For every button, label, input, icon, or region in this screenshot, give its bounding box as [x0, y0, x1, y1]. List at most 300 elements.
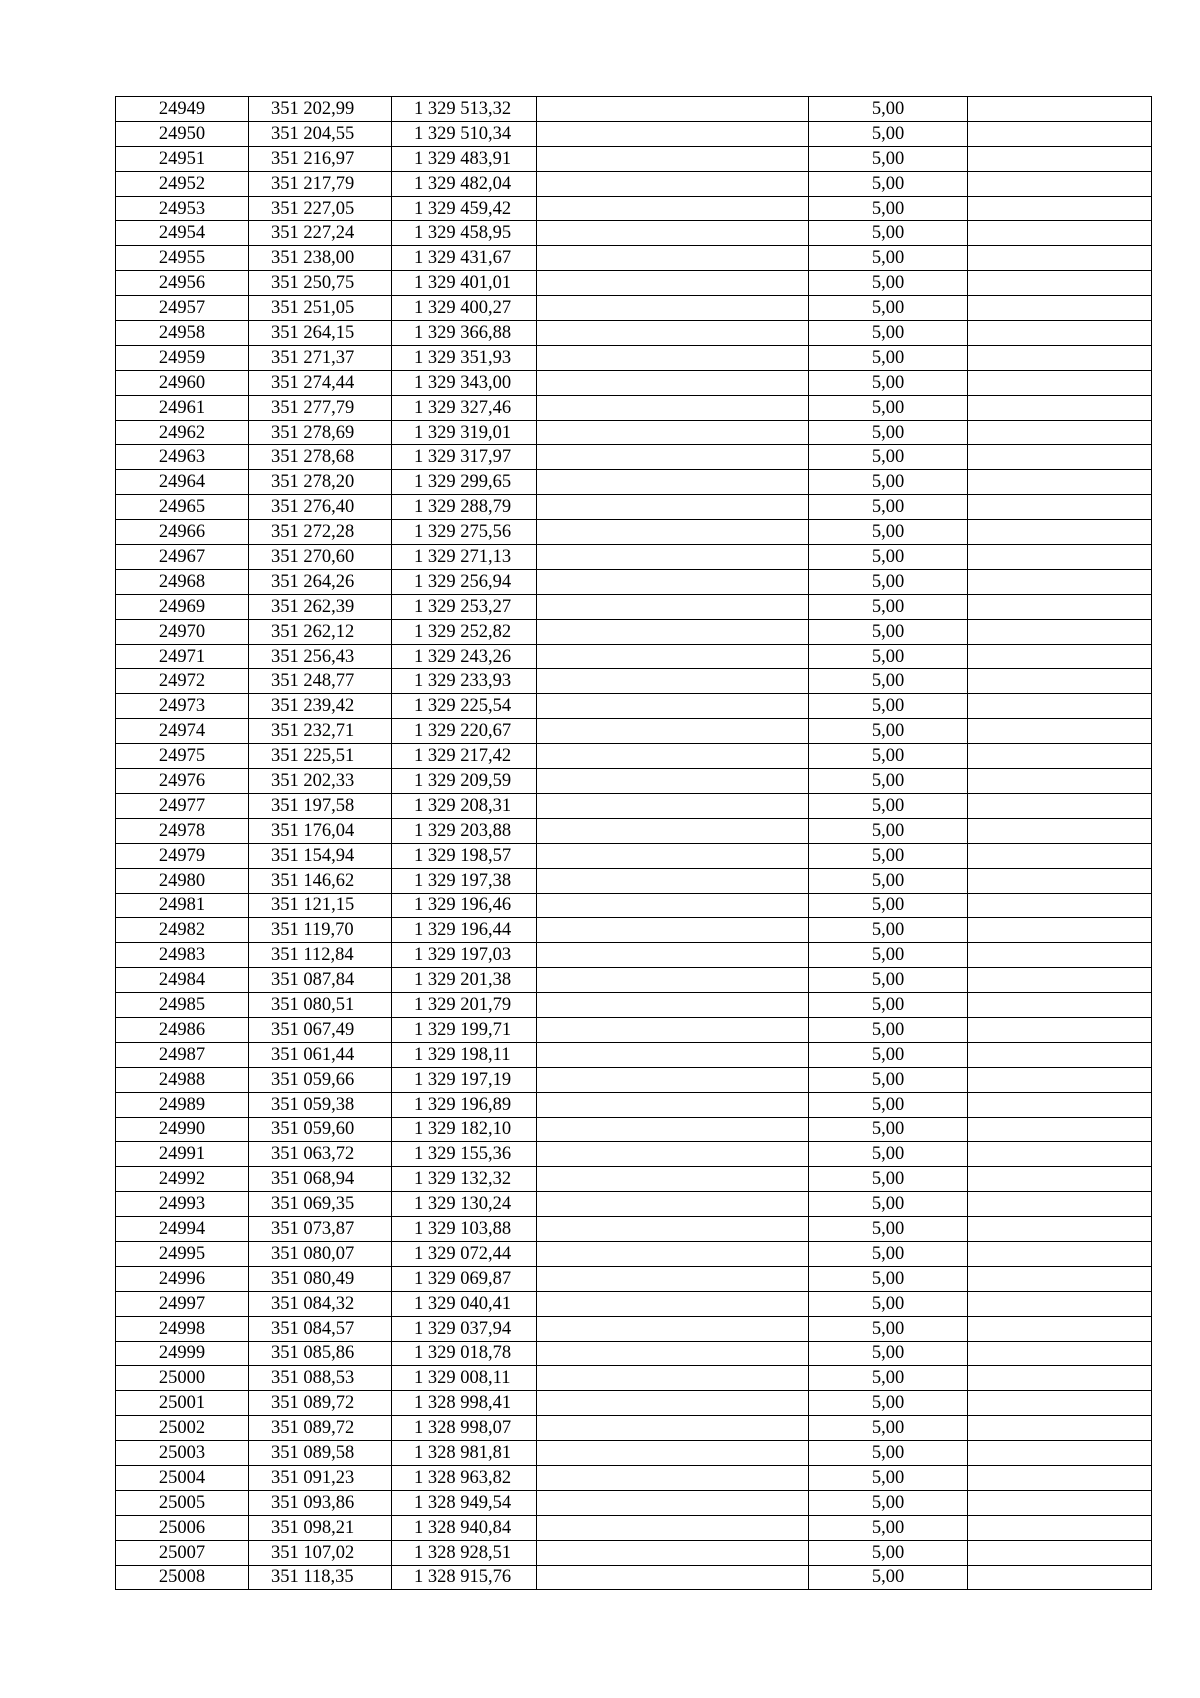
value-cell: 5,00 — [809, 1067, 968, 1092]
point-number-cell: 25000 — [116, 1366, 249, 1391]
y-coordinate-cell: 1 329 343,00 — [392, 370, 537, 395]
empty-cell — [968, 744, 1152, 769]
empty-cell — [537, 1341, 809, 1366]
empty-cell — [968, 1465, 1152, 1490]
point-number-cell: 24978 — [116, 818, 249, 843]
point-number-cell: 24965 — [116, 495, 249, 520]
table-row — [116, 171, 1152, 196]
y-coordinate-cell: 1 329 243,26 — [392, 644, 537, 669]
point-number-cell: 24955 — [116, 246, 249, 271]
value-cell: 5,00 — [809, 669, 968, 694]
x-coordinate-cell: 351 080,49 — [249, 1266, 392, 1291]
y-coordinate-cell: 1 329 072,44 — [392, 1241, 537, 1266]
value-cell: 5,00 — [809, 121, 968, 146]
empty-cell — [537, 1391, 809, 1416]
y-coordinate-cell: 1 329 037,94 — [392, 1316, 537, 1341]
x-coordinate-cell: 351 197,58 — [249, 793, 392, 818]
x-coordinate-cell: 351 059,38 — [249, 1092, 392, 1117]
empty-cell — [537, 420, 809, 445]
x-coordinate-cell: 351 080,07 — [249, 1241, 392, 1266]
empty-cell — [537, 196, 809, 221]
y-coordinate-cell: 1 329 217,42 — [392, 744, 537, 769]
table-row — [116, 1540, 1152, 1565]
table-row — [116, 370, 1152, 395]
empty-cell — [968, 545, 1152, 570]
empty-cell — [968, 196, 1152, 221]
y-coordinate-cell: 1 328 981,81 — [392, 1441, 537, 1466]
point-number-cell: 24986 — [116, 1017, 249, 1042]
point-number-cell: 24996 — [116, 1266, 249, 1291]
table-row — [116, 1441, 1152, 1466]
point-number-cell: 24988 — [116, 1067, 249, 1092]
empty-cell — [537, 1565, 809, 1590]
coordinates-table — [115, 96, 1152, 1590]
point-number-cell: 24971 — [116, 644, 249, 669]
point-number-cell: 24989 — [116, 1092, 249, 1117]
empty-cell — [968, 1341, 1152, 1366]
point-number-cell: 24990 — [116, 1117, 249, 1142]
empty-cell — [968, 1167, 1152, 1192]
y-coordinate-cell: 1 329 201,79 — [392, 993, 537, 1018]
y-coordinate-cell: 1 329 366,88 — [392, 321, 537, 346]
x-coordinate-cell: 351 061,44 — [249, 1042, 392, 1067]
value-cell: 5,00 — [809, 146, 968, 171]
empty-cell — [968, 1540, 1152, 1565]
empty-cell — [537, 1416, 809, 1441]
value-cell: 5,00 — [809, 470, 968, 495]
empty-cell — [537, 495, 809, 520]
y-coordinate-cell: 1 329 319,01 — [392, 420, 537, 445]
empty-cell — [537, 1465, 809, 1490]
empty-cell — [968, 221, 1152, 246]
x-coordinate-cell: 351 112,84 — [249, 943, 392, 968]
x-coordinate-cell: 351 248,77 — [249, 669, 392, 694]
empty-cell — [968, 1291, 1152, 1316]
empty-cell — [968, 918, 1152, 943]
x-coordinate-cell: 351 217,79 — [249, 171, 392, 196]
value-cell: 5,00 — [809, 246, 968, 271]
x-coordinate-cell: 351 204,55 — [249, 121, 392, 146]
point-number-cell: 24969 — [116, 594, 249, 619]
table-row — [116, 271, 1152, 296]
point-number-cell: 24956 — [116, 271, 249, 296]
empty-cell — [537, 470, 809, 495]
point-number-cell: 24962 — [116, 420, 249, 445]
x-coordinate-cell: 351 084,57 — [249, 1316, 392, 1341]
point-number-cell: 24949 — [116, 97, 249, 122]
empty-cell — [537, 97, 809, 122]
x-coordinate-cell: 351 227,05 — [249, 196, 392, 221]
x-coordinate-cell: 351 256,43 — [249, 644, 392, 669]
empty-cell — [537, 545, 809, 570]
point-number-cell: 25007 — [116, 1540, 249, 1565]
empty-cell — [968, 644, 1152, 669]
empty-cell — [968, 968, 1152, 993]
x-coordinate-cell: 351 091,23 — [249, 1465, 392, 1490]
point-number-cell: 24977 — [116, 793, 249, 818]
point-number-cell: 24998 — [116, 1316, 249, 1341]
table-row — [116, 1416, 1152, 1441]
point-number-cell: 25001 — [116, 1391, 249, 1416]
value-cell: 5,00 — [809, 1515, 968, 1540]
y-coordinate-cell: 1 329 220,67 — [392, 719, 537, 744]
table-row — [116, 146, 1152, 171]
point-number-cell: 24973 — [116, 694, 249, 719]
y-coordinate-cell: 1 329 040,41 — [392, 1291, 537, 1316]
x-coordinate-cell: 351 278,68 — [249, 445, 392, 470]
point-number-cell: 24961 — [116, 395, 249, 420]
empty-cell — [537, 1192, 809, 1217]
table-row — [116, 420, 1152, 445]
empty-cell — [968, 1441, 1152, 1466]
value-cell: 5,00 — [809, 594, 968, 619]
empty-cell — [537, 271, 809, 296]
y-coordinate-cell: 1 329 233,93 — [392, 669, 537, 694]
table-row — [116, 395, 1152, 420]
value-cell: 5,00 — [809, 769, 968, 794]
y-coordinate-cell: 1 329 256,94 — [392, 569, 537, 594]
x-coordinate-cell: 351 272,28 — [249, 520, 392, 545]
point-number-cell: 24976 — [116, 769, 249, 794]
x-coordinate-cell: 351 262,12 — [249, 619, 392, 644]
table-row — [116, 669, 1152, 694]
point-number-cell: 24950 — [116, 121, 249, 146]
table-row — [116, 470, 1152, 495]
y-coordinate-cell: 1 329 199,71 — [392, 1017, 537, 1042]
empty-cell — [537, 1042, 809, 1067]
empty-cell — [537, 221, 809, 246]
point-number-cell: 24987 — [116, 1042, 249, 1067]
value-cell: 5,00 — [809, 843, 968, 868]
table-row — [116, 1117, 1152, 1142]
table-row — [116, 1490, 1152, 1515]
x-coordinate-cell: 351 278,69 — [249, 420, 392, 445]
y-coordinate-cell: 1 329 018,78 — [392, 1341, 537, 1366]
empty-cell — [968, 1241, 1152, 1266]
empty-cell — [537, 918, 809, 943]
empty-cell — [968, 271, 1152, 296]
empty-cell — [537, 296, 809, 321]
y-coordinate-cell: 1 329 225,54 — [392, 694, 537, 719]
y-coordinate-cell: 1 329 103,88 — [392, 1217, 537, 1242]
point-number-cell: 24967 — [116, 545, 249, 570]
empty-cell — [968, 321, 1152, 346]
empty-cell — [537, 769, 809, 794]
empty-cell — [968, 694, 1152, 719]
empty-cell — [968, 121, 1152, 146]
empty-cell — [968, 1490, 1152, 1515]
empty-cell — [968, 993, 1152, 1018]
y-coordinate-cell: 1 328 998,07 — [392, 1416, 537, 1441]
table-row — [116, 196, 1152, 221]
value-cell: 5,00 — [809, 1565, 968, 1590]
table-row — [116, 893, 1152, 918]
x-coordinate-cell: 351 262,39 — [249, 594, 392, 619]
empty-cell — [968, 1192, 1152, 1217]
x-coordinate-cell: 351 085,86 — [249, 1341, 392, 1366]
value-cell: 5,00 — [809, 968, 968, 993]
table-row — [116, 1241, 1152, 1266]
table-row — [116, 968, 1152, 993]
empty-cell — [537, 345, 809, 370]
empty-cell — [968, 246, 1152, 271]
y-coordinate-cell: 1 329 253,27 — [392, 594, 537, 619]
y-coordinate-cell: 1 329 069,87 — [392, 1266, 537, 1291]
y-coordinate-cell: 1 329 513,32 — [392, 97, 537, 122]
empty-cell — [537, 1266, 809, 1291]
empty-cell — [968, 1266, 1152, 1291]
x-coordinate-cell: 351 087,84 — [249, 968, 392, 993]
empty-cell — [537, 171, 809, 196]
y-coordinate-cell: 1 329 431,67 — [392, 246, 537, 271]
value-cell: 5,00 — [809, 918, 968, 943]
value-cell: 5,00 — [809, 1465, 968, 1490]
y-coordinate-cell: 1 329 275,56 — [392, 520, 537, 545]
empty-cell — [537, 943, 809, 968]
point-number-cell: 24951 — [116, 146, 249, 171]
point-number-cell: 25005 — [116, 1490, 249, 1515]
point-number-cell: 24993 — [116, 1192, 249, 1217]
value-cell: 5,00 — [809, 97, 968, 122]
table-row — [116, 1042, 1152, 1067]
value-cell: 5,00 — [809, 1416, 968, 1441]
point-number-cell: 24997 — [116, 1291, 249, 1316]
x-coordinate-cell: 351 088,53 — [249, 1366, 392, 1391]
table-row — [116, 843, 1152, 868]
point-number-cell: 24985 — [116, 993, 249, 1018]
x-coordinate-cell: 351 216,97 — [249, 146, 392, 171]
table-row — [116, 1217, 1152, 1242]
value-cell: 5,00 — [809, 520, 968, 545]
x-coordinate-cell: 351 063,72 — [249, 1142, 392, 1167]
empty-cell — [968, 370, 1152, 395]
empty-cell — [537, 968, 809, 993]
x-coordinate-cell: 351 073,87 — [249, 1217, 392, 1242]
table-row — [116, 221, 1152, 246]
value-cell: 5,00 — [809, 1316, 968, 1341]
value-cell: 5,00 — [809, 1266, 968, 1291]
point-number-cell: 25008 — [116, 1565, 249, 1590]
y-coordinate-cell: 1 328 963,82 — [392, 1465, 537, 1490]
empty-cell — [537, 843, 809, 868]
table-row — [116, 1291, 1152, 1316]
point-number-cell: 24958 — [116, 321, 249, 346]
point-number-cell: 25002 — [116, 1416, 249, 1441]
value-cell: 5,00 — [809, 1341, 968, 1366]
value-cell: 5,00 — [809, 271, 968, 296]
empty-cell — [537, 1490, 809, 1515]
point-number-cell: 24981 — [116, 893, 249, 918]
table-row — [116, 818, 1152, 843]
empty-cell — [537, 893, 809, 918]
y-coordinate-cell: 1 329 458,95 — [392, 221, 537, 246]
empty-cell — [537, 321, 809, 346]
value-cell: 5,00 — [809, 644, 968, 669]
empty-cell — [537, 1017, 809, 1042]
empty-cell — [968, 843, 1152, 868]
value-cell: 5,00 — [809, 1391, 968, 1416]
table-row — [116, 769, 1152, 794]
empty-cell — [537, 1316, 809, 1341]
empty-cell — [968, 719, 1152, 744]
empty-cell — [968, 669, 1152, 694]
table-row — [116, 321, 1152, 346]
y-coordinate-cell: 1 329 252,82 — [392, 619, 537, 644]
table-row — [116, 719, 1152, 744]
y-coordinate-cell: 1 329 271,13 — [392, 545, 537, 570]
table-row — [116, 793, 1152, 818]
table-row — [116, 1316, 1152, 1341]
value-cell: 5,00 — [809, 395, 968, 420]
point-number-cell: 24994 — [116, 1217, 249, 1242]
x-coordinate-cell: 351 059,60 — [249, 1117, 392, 1142]
y-coordinate-cell: 1 329 196,46 — [392, 893, 537, 918]
empty-cell — [968, 769, 1152, 794]
point-number-cell: 24960 — [116, 370, 249, 395]
x-coordinate-cell: 351 277,79 — [249, 395, 392, 420]
empty-cell — [537, 520, 809, 545]
value-cell: 5,00 — [809, 719, 968, 744]
y-coordinate-cell: 1 329 459,42 — [392, 196, 537, 221]
empty-cell — [537, 818, 809, 843]
empty-cell — [537, 1142, 809, 1167]
point-number-cell: 24964 — [116, 470, 249, 495]
x-coordinate-cell: 351 080,51 — [249, 993, 392, 1018]
y-coordinate-cell: 1 329 209,59 — [392, 769, 537, 794]
value-cell: 5,00 — [809, 1092, 968, 1117]
x-coordinate-cell: 351 264,26 — [249, 569, 392, 594]
y-coordinate-cell: 1 329 130,24 — [392, 1192, 537, 1217]
table-row — [116, 918, 1152, 943]
value-cell: 5,00 — [809, 171, 968, 196]
empty-cell — [968, 97, 1152, 122]
point-number-cell: 24983 — [116, 943, 249, 968]
empty-cell — [968, 893, 1152, 918]
y-coordinate-cell: 1 328 949,54 — [392, 1490, 537, 1515]
y-coordinate-cell: 1 329 327,46 — [392, 395, 537, 420]
x-coordinate-cell: 351 154,94 — [249, 843, 392, 868]
table-row — [116, 943, 1152, 968]
x-coordinate-cell: 351 068,94 — [249, 1167, 392, 1192]
value-cell: 5,00 — [809, 1167, 968, 1192]
point-number-cell: 24957 — [116, 296, 249, 321]
x-coordinate-cell: 351 238,00 — [249, 246, 392, 271]
x-coordinate-cell: 351 276,40 — [249, 495, 392, 520]
empty-cell — [537, 1540, 809, 1565]
x-coordinate-cell: 351 225,51 — [249, 744, 392, 769]
empty-cell — [968, 495, 1152, 520]
y-coordinate-cell: 1 329 201,38 — [392, 968, 537, 993]
empty-cell — [537, 569, 809, 594]
y-coordinate-cell: 1 329 197,38 — [392, 868, 537, 893]
y-coordinate-cell: 1 329 208,31 — [392, 793, 537, 818]
x-coordinate-cell: 351 227,24 — [249, 221, 392, 246]
table-row — [116, 1515, 1152, 1540]
x-coordinate-cell: 351 146,62 — [249, 868, 392, 893]
x-coordinate-cell: 351 278,20 — [249, 470, 392, 495]
value-cell: 5,00 — [809, 1117, 968, 1142]
y-coordinate-cell: 1 329 351,93 — [392, 345, 537, 370]
empty-cell — [537, 993, 809, 1018]
point-number-cell: 24975 — [116, 744, 249, 769]
value-cell: 5,00 — [809, 495, 968, 520]
x-coordinate-cell: 351 239,42 — [249, 694, 392, 719]
empty-cell — [968, 296, 1152, 321]
empty-cell — [537, 719, 809, 744]
x-coordinate-cell: 351 202,33 — [249, 769, 392, 794]
empty-cell — [968, 793, 1152, 818]
table-row — [116, 445, 1152, 470]
empty-cell — [968, 569, 1152, 594]
x-coordinate-cell: 351 202,99 — [249, 97, 392, 122]
empty-cell — [537, 669, 809, 694]
value-cell: 5,00 — [809, 694, 968, 719]
y-coordinate-cell: 1 329 155,36 — [392, 1142, 537, 1167]
empty-cell — [968, 345, 1152, 370]
y-coordinate-cell: 1 329 132,32 — [392, 1167, 537, 1192]
table-row — [116, 545, 1152, 570]
x-coordinate-cell: 351 093,86 — [249, 1490, 392, 1515]
table-row — [116, 1192, 1152, 1217]
value-cell: 5,00 — [809, 1217, 968, 1242]
empty-cell — [537, 246, 809, 271]
empty-cell — [537, 1441, 809, 1466]
x-coordinate-cell: 351 089,72 — [249, 1416, 392, 1441]
y-coordinate-cell: 1 329 197,03 — [392, 943, 537, 968]
empty-cell — [537, 1366, 809, 1391]
x-coordinate-cell: 351 089,72 — [249, 1391, 392, 1416]
empty-cell — [968, 520, 1152, 545]
empty-cell — [968, 868, 1152, 893]
point-number-cell: 25006 — [116, 1515, 249, 1540]
empty-cell — [537, 1515, 809, 1540]
value-cell: 5,00 — [809, 818, 968, 843]
x-coordinate-cell: 351 121,15 — [249, 893, 392, 918]
table-row — [116, 1366, 1152, 1391]
y-coordinate-cell: 1 329 299,65 — [392, 470, 537, 495]
table-row — [116, 1017, 1152, 1042]
x-coordinate-cell: 351 084,32 — [249, 1291, 392, 1316]
y-coordinate-cell: 1 329 483,91 — [392, 146, 537, 171]
value-cell: 5,00 — [809, 420, 968, 445]
point-number-cell: 24963 — [116, 445, 249, 470]
point-number-cell: 24974 — [116, 719, 249, 744]
empty-cell — [537, 146, 809, 171]
empty-cell — [537, 1067, 809, 1092]
y-coordinate-cell: 1 329 482,04 — [392, 171, 537, 196]
empty-cell — [968, 1316, 1152, 1341]
empty-cell — [968, 1515, 1152, 1540]
table-row — [116, 296, 1152, 321]
point-number-cell: 24959 — [116, 345, 249, 370]
table-row — [116, 569, 1152, 594]
empty-cell — [968, 171, 1152, 196]
point-number-cell: 24953 — [116, 196, 249, 221]
x-coordinate-cell: 351 107,02 — [249, 1540, 392, 1565]
table-row — [116, 1142, 1152, 1167]
value-cell: 5,00 — [809, 619, 968, 644]
y-coordinate-cell: 1 328 998,41 — [392, 1391, 537, 1416]
x-coordinate-cell: 351 264,15 — [249, 321, 392, 346]
point-number-cell: 24972 — [116, 669, 249, 694]
value-cell: 5,00 — [809, 744, 968, 769]
empty-cell — [537, 1167, 809, 1192]
empty-cell — [968, 1017, 1152, 1042]
x-coordinate-cell: 351 251,05 — [249, 296, 392, 321]
y-coordinate-cell: 1 329 197,19 — [392, 1067, 537, 1092]
empty-cell — [968, 445, 1152, 470]
empty-cell — [968, 1092, 1152, 1117]
